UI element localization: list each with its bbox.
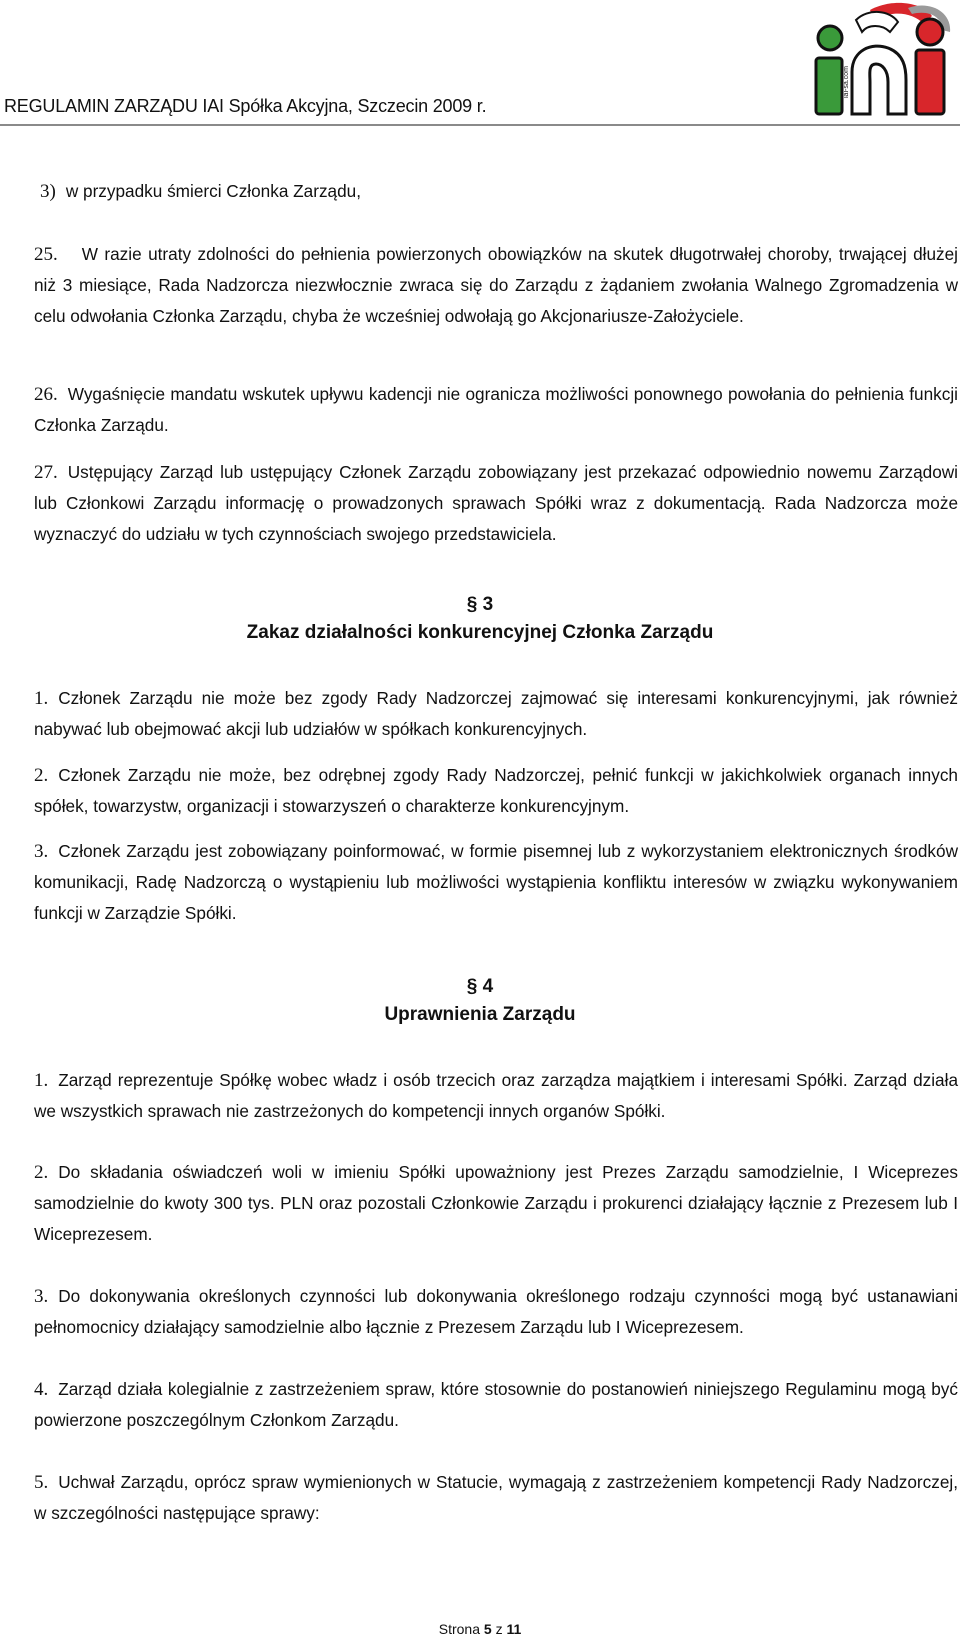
item-number: 3.	[34, 1286, 49, 1307]
item-text: Członek Zarządu nie może, bez odrębnej zgody Rady Nadzorczej, pełnić funkcji w jakichkolwiek organach innych spółek, towarzystw, organizacji i stowarzyszeń o charakterze konkurencyjnym.	[34, 765, 958, 816]
item-text: Członek Zarządu nie może bez zgody Rady Nadzorczej zajmować się interesami konkurencyjnymi, jak również nabywać lub obejmować akcji lub udziałów w spółkach konkurencyjnych.	[34, 688, 958, 739]
page-header	[0, 0, 960, 128]
footer-page-number: 5	[483, 1621, 492, 1637]
item-number: 1.	[34, 688, 49, 709]
item-text: Uchwał Zarządu, oprócz spraw wymienionych w Statucie, wymagają z zastrzeżeniem kompetencji Rady Nadzorczej, w szczególności następujące sprawy:	[34, 1472, 958, 1523]
paragraph-number: 27.	[34, 462, 58, 483]
section-3-item-3	[34, 836, 958, 929]
section-3-item-1	[34, 683, 958, 745]
paragraph-25	[34, 239, 958, 332]
footer-page-total: 11	[506, 1621, 522, 1637]
section-4-item-2	[34, 1157, 958, 1250]
paragraph-26	[34, 379, 958, 441]
page-footer	[0, 1621, 960, 1637]
item-number: 3.	[34, 841, 49, 862]
item-text: Do dokonywania określonych czynności lub dokonywania określonego rodzaju czynności mogą być ustanawiani pełnomocnicy działający samodzielnie albo łącznie z Prezesem Zarządu lub I Wiceprezesem.	[34, 1286, 958, 1337]
item-number: 1.	[34, 1070, 49, 1091]
section-4-mark: § 4	[466, 976, 494, 997]
paragraph-text: W razie utraty zdolności do pełnienia powierzonych obowiązków na skutek długotrwałej choroby, trwającej dłużej niż 3 miesiące, Rada Nadzorcza niezwłocznie zwraca się do Zarządu z żądaniem zwołania Walnego Zgromadzenia w celu odwołania Członka Zarządu, chyba że wcześniej odwołają go Akcjonariusze-Założyciele.	[34, 244, 958, 326]
section-4-item-3	[34, 1281, 958, 1343]
footer-prefix: Strona	[438, 1621, 480, 1637]
item-number: 2.	[34, 765, 49, 786]
section-3-item-2	[34, 760, 958, 822]
paragraph-number: 25.	[34, 244, 58, 265]
footer-separator: z	[495, 1621, 503, 1637]
item-text: w przypadku śmierci Członka Zarządu,	[65, 181, 361, 201]
item-number: 2.	[34, 1162, 49, 1183]
item-text: Do składania oświadczeń woli w imieniu Spółki upoważniony jest Prezes Zarządu samodzielnie, I Wiceprezes samodzielnie do kwoty 300 tys. PLN oraz pozostali Członkowie Zarządu i prokurenci działający łącznie z Prezesem lub I Wiceprezesem.	[34, 1162, 958, 1244]
item-text: Zarząd reprezentuje Spółkę wobec władz i osób trzecich oraz zarządza majątkiem i interesami Spółki. Zarząd działa we wszystkich sprawach nie zastrzeżonych do kompetencji innych organów Spółki.	[34, 1070, 958, 1121]
logo-small-text: iai-sa.com	[843, 66, 850, 98]
section-4-item-4	[34, 1374, 958, 1436]
header-rule	[0, 124, 960, 126]
section-4-item-5	[34, 1467, 958, 1529]
item-text: Członek Zarządu jest zobowiązany poinformować, w formie pisemnej lub z wykorzystaniem elektronicznych środków komunikacji, Radę Nadzorczą o wystąpieniu lub możliwości wystąpienia konfliktu interesów w związku wykonywaniem funkcji w Zarządzie Spółki.	[34, 841, 958, 923]
section-3-mark: § 3	[466, 594, 494, 615]
paragraph-number: 26.	[34, 384, 58, 405]
section-3-title: Zakaz działalności konkurencyjnej Członka Zarządu	[246, 622, 714, 643]
header-title: REGULAMIN ZARZĄDU IAI Spółka Akcyjna, Szczecin 2009 r.	[4, 96, 487, 116]
paragraph-27	[34, 457, 958, 550]
paragraph-text: Wygaśnięcie mandatu wskutek upływu kadencji nie ogranicza możliwości ponownego powołania do pełnienia funkcji Członka Zarządu.	[34, 384, 958, 435]
iai-logo	[812, 2, 956, 120]
item-number: 4.	[34, 1379, 49, 1400]
item-number: 5.	[34, 1472, 49, 1493]
list-item	[40, 176, 958, 207]
section-4-item-1	[34, 1065, 958, 1127]
section-4-title: Uprawnienia Zarządu	[384, 1004, 576, 1025]
item-text: Zarząd działa kolegialnie z zastrzeżeniem spraw, które stosownie do postanowień niniejszego Regulaminu mogą być powierzone poszczególnym Członkom Zarządu.	[34, 1379, 958, 1430]
paragraph-text: Ustępujący Zarząd lub ustępujący Członek Zarządu zobowiązany jest przekazać odpowiednio nowemu Zarządowi lub Członkowi Zarządu informację o prowadzonych sprawach Spółki wraz z dokumentacją. Rada Nadzorcza może wyznaczyć do udziału w tych czynnościach swojego przedstawiciela.	[34, 462, 958, 544]
item-number: 3)	[40, 181, 56, 202]
